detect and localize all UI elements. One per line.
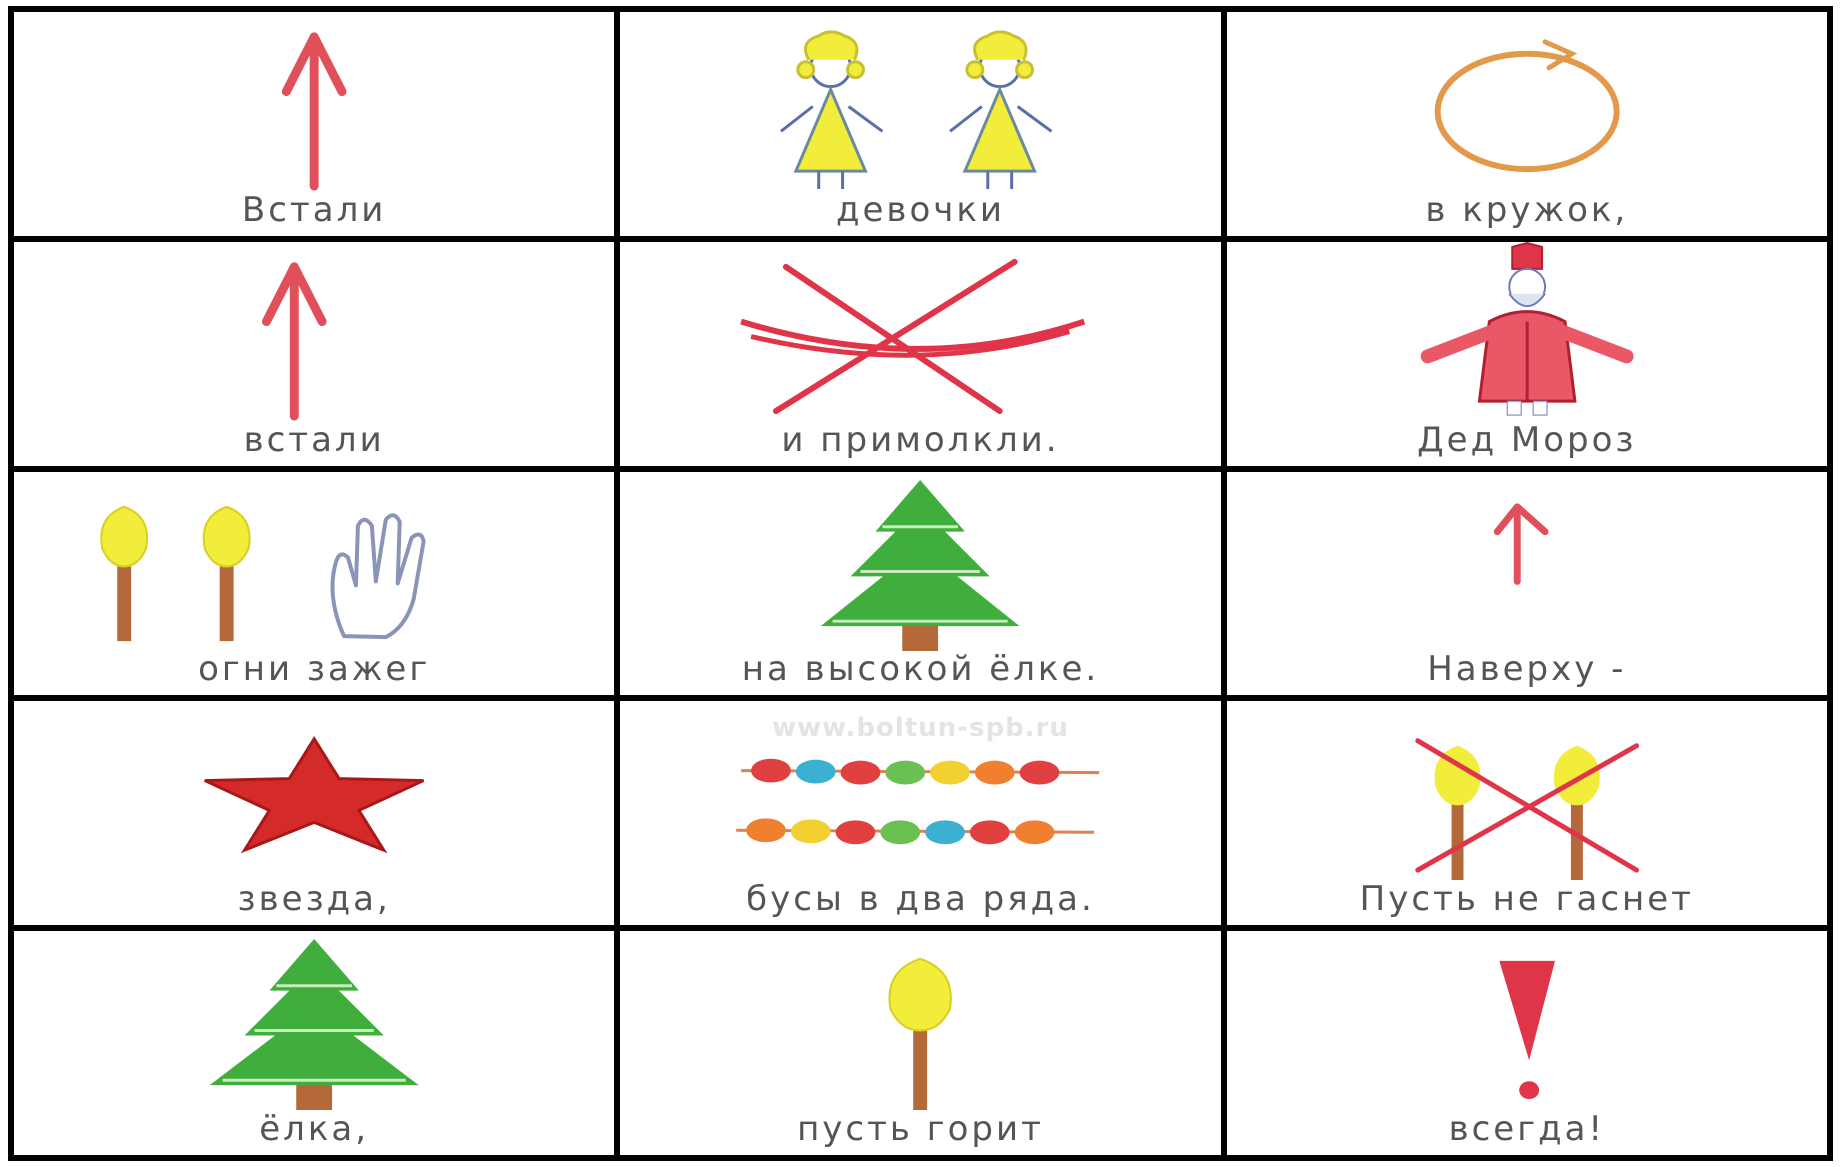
card-label: бусы в два ряда.: [746, 879, 1095, 920]
exclamation-icon: [1227, 931, 1827, 1110]
two-girls-icon: [620, 12, 1220, 191]
card-14: [620, 931, 1220, 1155]
card-13: [14, 931, 614, 1155]
small-up-arrow-icon: [1227, 472, 1827, 651]
card-label: звезда,: [237, 879, 391, 920]
card-label: девочки: [835, 189, 1005, 230]
card-10: [14, 701, 614, 925]
card-8: [620, 472, 1220, 696]
card-label: Дед Мороз: [1417, 419, 1637, 460]
circle-icon: [1227, 12, 1827, 191]
card-12: [1227, 701, 1827, 925]
fir-tree-icon: [620, 472, 1220, 651]
card-6: [1227, 242, 1827, 466]
card-label: на высокой ёлке.: [741, 649, 1100, 690]
card-label: ёлка,: [259, 1109, 370, 1149]
card-label: и примолкли.: [781, 419, 1060, 460]
card-1: [14, 12, 614, 236]
card-7: [14, 472, 614, 696]
card-2: [620, 12, 1220, 236]
light-icon: [620, 931, 1220, 1110]
card-4: [14, 242, 614, 466]
santa-icon: [1227, 242, 1827, 421]
card-label: Наверху -: [1427, 649, 1627, 690]
cross-icon: [620, 242, 1220, 421]
card-11: [620, 701, 1220, 925]
fir-tree-icon: [14, 931, 614, 1110]
card-9: [1227, 472, 1827, 696]
up-arrow-icon: [14, 12, 614, 191]
crossed-lights-icon: [1227, 701, 1827, 880]
card-5: [620, 242, 1220, 466]
lights-and-hand-icon: [14, 472, 614, 651]
card-label: в кружок,: [1425, 189, 1629, 230]
watermark: www.boltun-spb.ru: [772, 713, 1069, 744]
beads-icon: [620, 701, 1220, 880]
up-arrow-icon: [14, 242, 614, 421]
star-icon: [14, 701, 614, 880]
card-3: [1227, 12, 1827, 236]
card-label: пусть горит: [797, 1109, 1044, 1149]
card-label: Пусть не гаснет: [1359, 879, 1694, 920]
card-15: [1227, 931, 1827, 1155]
picture-grid: [8, 6, 1833, 1161]
card-label: встали: [243, 419, 385, 460]
card-label: Встали: [241, 189, 387, 230]
card-label: всегда!: [1448, 1109, 1606, 1149]
card-label: огни зажег: [198, 649, 431, 690]
